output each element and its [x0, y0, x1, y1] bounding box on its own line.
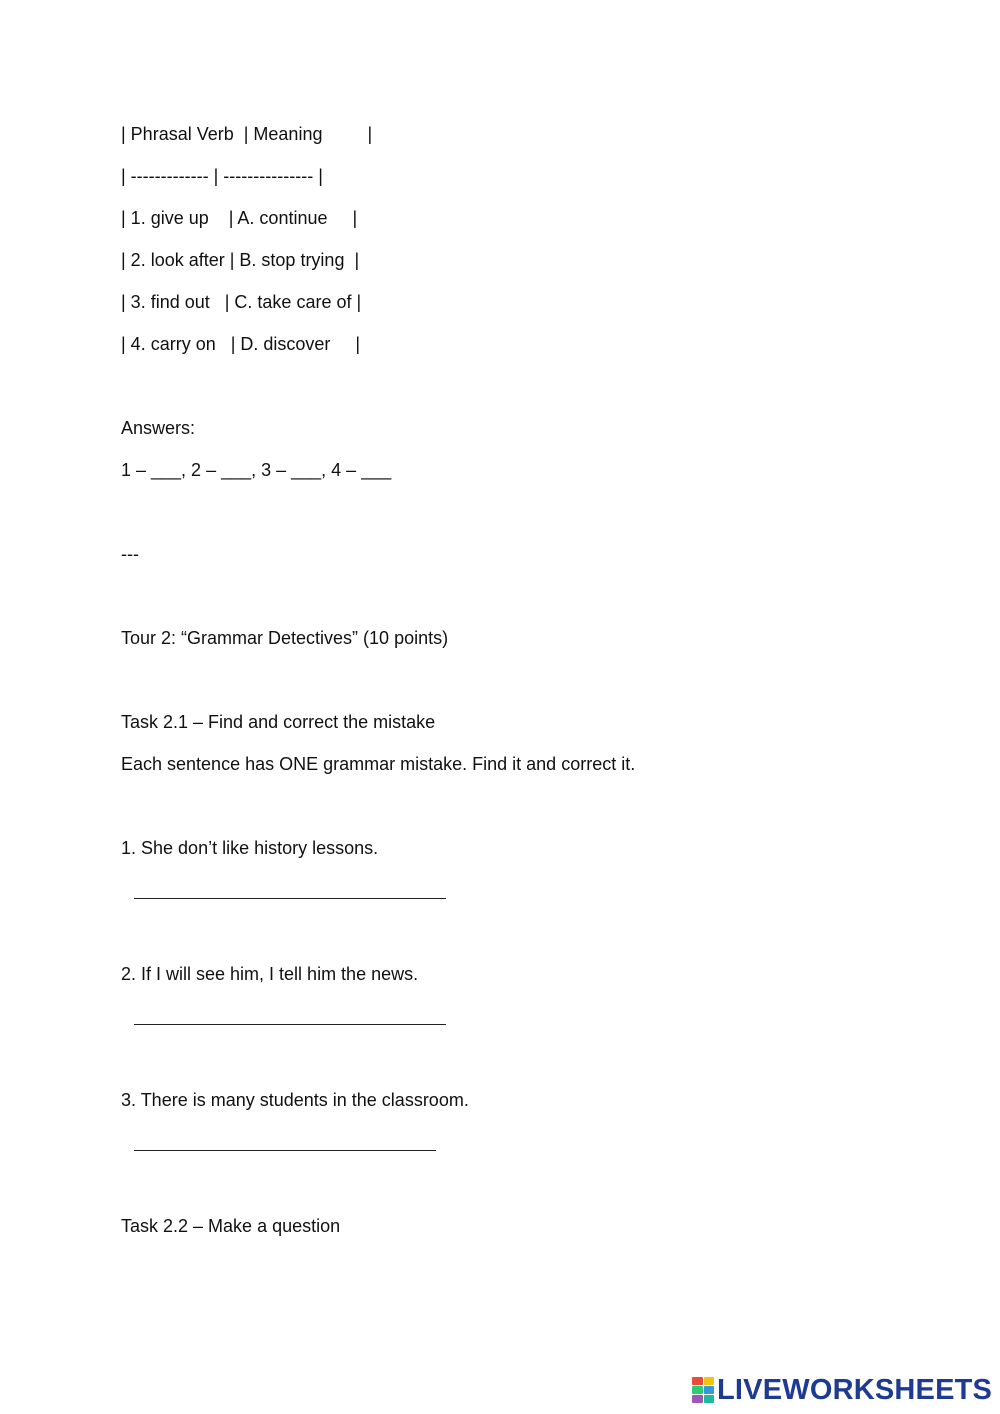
- answer-blank-2[interactable]: [134, 1024, 446, 1025]
- tour2-heading: Tour 2: “Grammar Detectives” (10 points): [121, 628, 449, 648]
- table-separator-line: | ------------- | --------------- |: [121, 166, 323, 186]
- sentence-3: 3. There is many students in the classroom.: [121, 1090, 469, 1110]
- liveworksheets-wordmark: LIVEWORKSHEETS: [717, 1374, 993, 1406]
- section-separator: ---: [121, 544, 139, 564]
- sentence-2: 2. If I will see him, I tell him the news.: [121, 964, 419, 984]
- table-row-line: | 4. carry on | D. discover |: [121, 334, 361, 354]
- answer-blank-3[interactable]: [134, 1150, 436, 1151]
- sentence-1: 1. She don’t like history lessons.: [121, 838, 379, 858]
- task21-title: Task 2.1 – Find and correct the mistake: [121, 712, 436, 732]
- answers-line[interactable]: 1 – ___, 2 – ___, 3 – ___, 4 – ___: [121, 460, 392, 480]
- answer-blank-1[interactable]: [134, 898, 446, 899]
- table-row-line: | 3. find out | C. take care of |: [121, 292, 362, 312]
- task22-title: Task 2.2 – Make a question: [121, 1216, 341, 1236]
- task21-instruction: Each sentence has ONE grammar mistake. Find it and correct it.: [121, 754, 636, 774]
- table-header-line: | Phrasal Verb | Meaning |: [121, 124, 373, 144]
- liveworksheets-logo-icon: [692, 1377, 714, 1403]
- liveworksheets-logo: [692, 1374, 992, 1406]
- answers-label: Answers:: [121, 418, 196, 438]
- table-row-line: | 2. look after | B. stop trying |: [121, 250, 360, 270]
- table-row-line: | 1. give up | A. continue |: [121, 208, 358, 228]
